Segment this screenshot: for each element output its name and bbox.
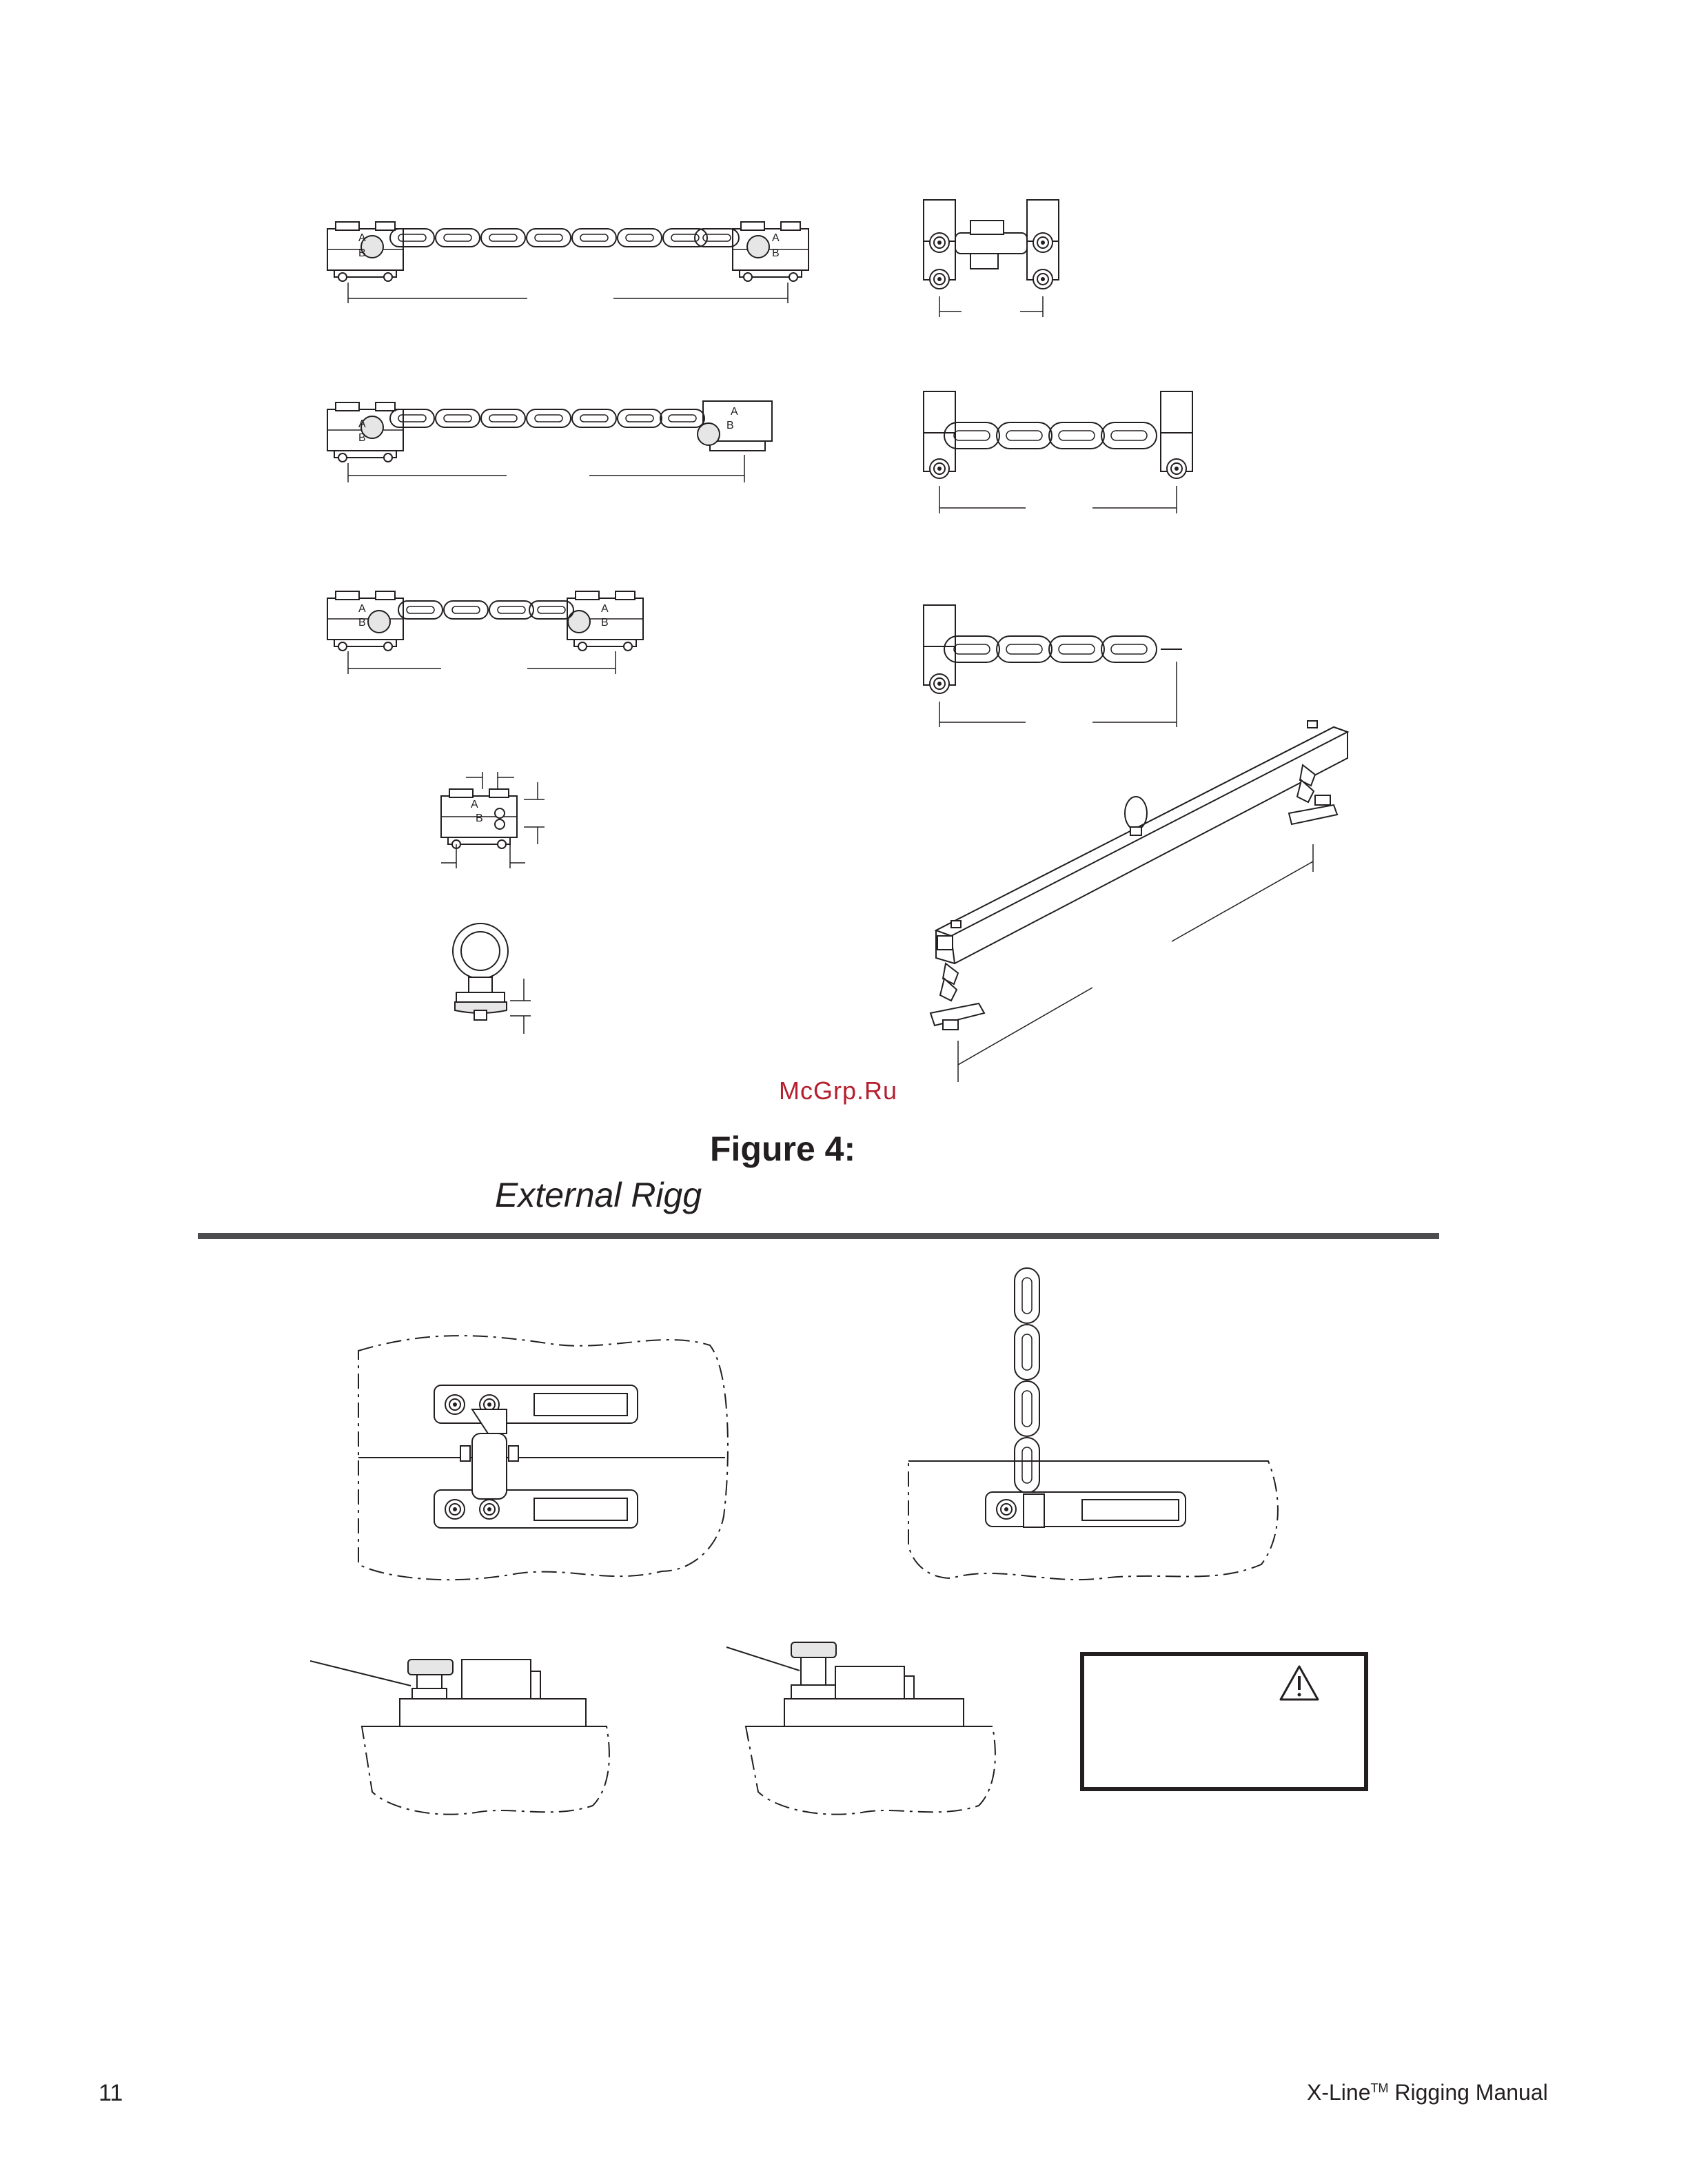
section-divider (198, 1233, 1439, 1239)
figure-caption: External Rigg (495, 1176, 702, 1214)
page-number: 11 (99, 2080, 123, 2106)
manual-suffix: Rigging Manual (1388, 2080, 1548, 2105)
svg-text:B: B (476, 813, 483, 824)
trademark-mark: TM (1370, 2081, 1389, 2095)
single-clamp-chain (924, 605, 1182, 727)
svg-text:B: B (358, 247, 366, 259)
watermark: McGrp.Ru (779, 1076, 898, 1105)
side-clamp-pair (924, 200, 1059, 317)
chain-assembly-mixed (327, 401, 772, 482)
manual-title (1307, 2080, 1548, 2105)
svg-text:A: A (358, 418, 366, 430)
warning-box (1082, 1654, 1366, 1789)
manual-name: X-Line (1307, 2080, 1371, 2105)
svg-text:A: A (358, 603, 366, 615)
knob-clamp-right (726, 1642, 995, 1815)
svg-text:B: B (601, 617, 609, 629)
side-clamp-chain (924, 391, 1192, 513)
panel-chain-clamp (908, 1268, 1278, 1580)
figure-title: Figure 4: (710, 1130, 856, 1168)
svg-text:A: A (601, 603, 609, 615)
svg-text:A: A (731, 406, 738, 418)
panel-double-clamp (358, 1336, 728, 1580)
svg-text:B: B (358, 617, 366, 629)
svg-text:A: A (358, 232, 366, 244)
svg-text:A: A (471, 799, 478, 810)
svg-text:A: A (772, 232, 780, 244)
chain-assembly-long (327, 222, 809, 303)
svg-text:B: B (726, 420, 734, 431)
knob-clamp-left (310, 1660, 609, 1815)
svg-text:B: B (358, 432, 366, 444)
single-plate-detail (441, 772, 545, 868)
svg-text:B: B (772, 247, 780, 259)
spreader-bar (931, 721, 1348, 1082)
chain-assembly-short (327, 591, 643, 674)
eye-bolt-detail (453, 923, 531, 1034)
